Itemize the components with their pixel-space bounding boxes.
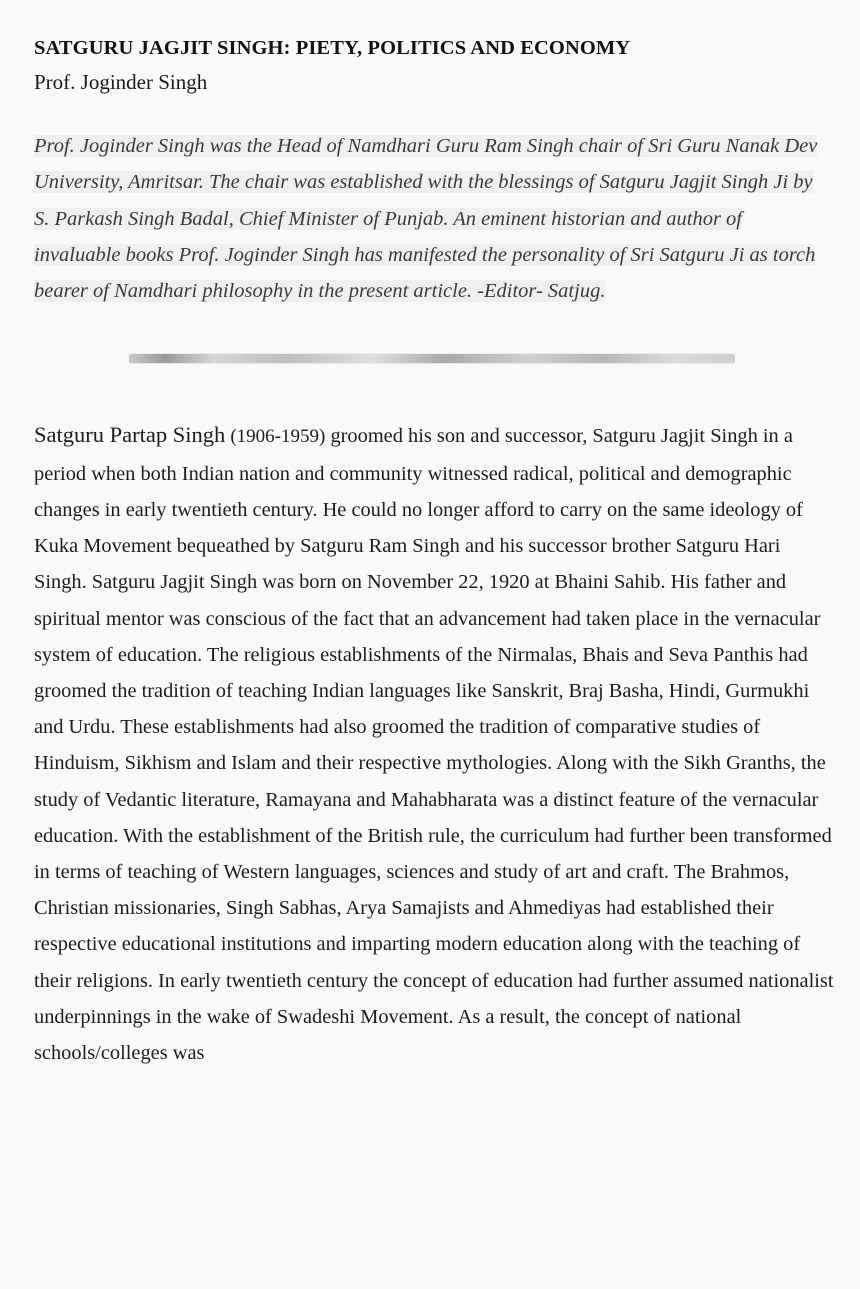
lead-years: (1906-1959) bbox=[230, 426, 326, 448]
article-author: Prof. Joginder Singh bbox=[34, 70, 208, 94]
lead-name: Satguru Partap Singh bbox=[34, 422, 226, 448]
editor-intro bbox=[34, 128, 824, 309]
body-paragraph: groomed his son and successor, Satguru Jagjit Singh in a period when both Indian nation and community witnessed radical, political and demographic changes in early twentieth century. He could no longer afford to carry on the same ideology of Kuka Movement bequeathed by Satguru Ram Singh and his successor brother Satguru Hari Singh. Satguru Jagjit Singh was born on November 22, 1920 at Bhaini Sahib. His father and spiritual mentor was conscious of the fact that an advancement had taken place in the vernacular system of education. The religious establishments of the Nirmalas, Bhais and Seva Panthis had groomed the tradition of teaching Indian languages like Sanskrit, Braj Basha, Hindi, Gurmukhi and Urdu. These establishments had also groomed the tradition of comparative studies of Hinduism, Sikhism and Islam and their respective mythologies. Along with the Sikh Granths, the study of Vedantic literature, Ramayana and Mahabharata was a distinct feature of the vernacular education. With the establishment of the British rule, the curriculum had further been transformed in terms of teaching of Western languages, sciences and study of art and craft. The Brahmos, Christian missionaries, Singh Sabhas, Arya Samajists and Ahmediyas had established their respective educational institutions and imparting modern education along with the teaching of their religions. In early twentieth century the concept of education had further assumed nationalist underpinnings in the wake of Swadeshi Movement. As a result, the concept of national schools/colleges was bbox=[34, 425, 834, 1064]
section-divider bbox=[129, 354, 735, 363]
article-body bbox=[34, 417, 834, 1071]
editor-intro-text: Prof. Joginder Singh was the Head of Namdhari Guru Ram Singh chair of Sri Guru Nanak Dev University, Amritsar. The chair was established with the blessings of Satguru Jagjit Singh Ji by S. Parkash Singh Badal, Chief Minister of Punjab. An eminent historian and author of invaluable books Prof. Joginder Singh has manifested the personality of Sri Satguru Ji as torch bearer of Namdhari philosophy in the present article. -Editor- Satjug. bbox=[34, 135, 818, 303]
article-title: SATGURU JAGJIT SINGH: PIETY, POLITICS AND ECONOMY bbox=[34, 37, 631, 59]
